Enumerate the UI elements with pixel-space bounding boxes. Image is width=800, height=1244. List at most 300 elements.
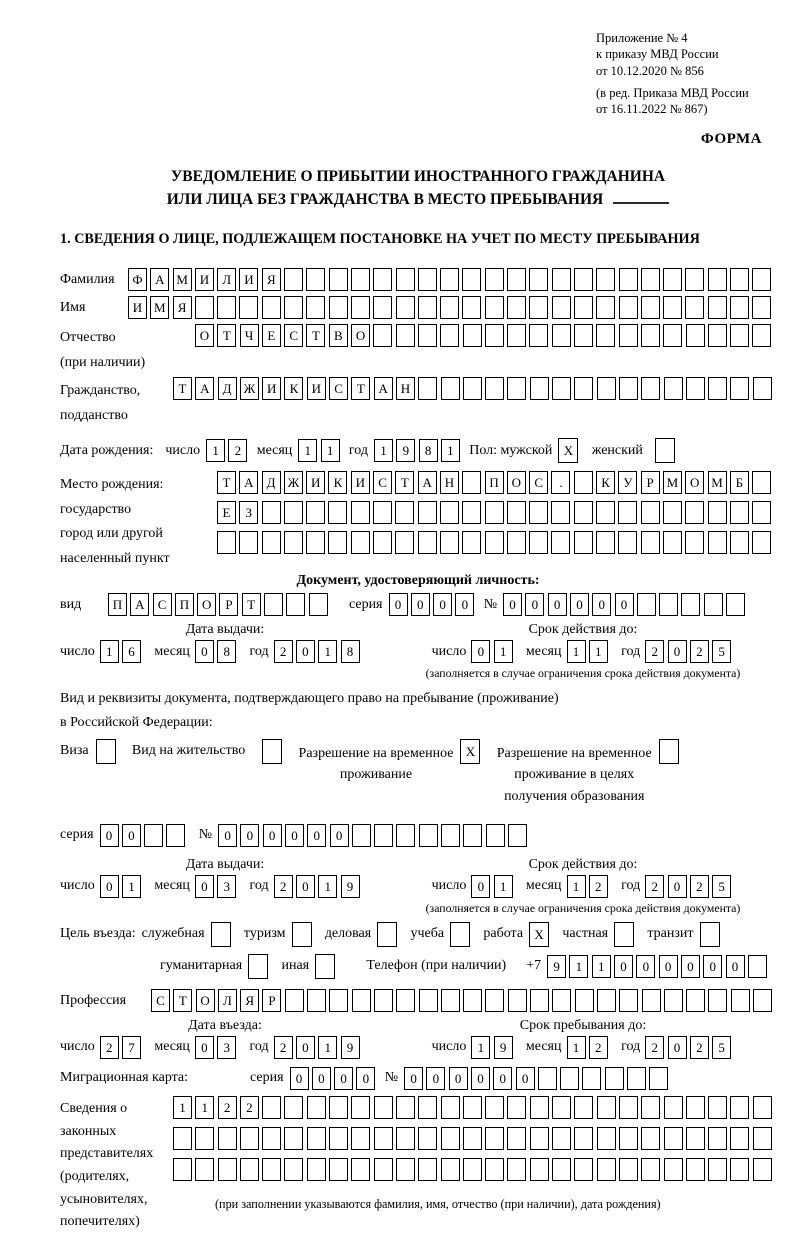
char-box: А: [195, 377, 214, 400]
char-box: Ф: [128, 268, 147, 291]
char-box: [530, 1158, 549, 1181]
char-box: [619, 989, 638, 1012]
char-box: [307, 1127, 326, 1150]
permit-issue-date: [60, 875, 390, 898]
char-box: 0: [290, 1067, 309, 1090]
char-box: [173, 1127, 192, 1150]
char-box: 0: [195, 1036, 214, 1059]
char-box: [574, 1127, 593, 1150]
char-box: [440, 296, 459, 319]
char-box: X: [460, 739, 480, 764]
char-box: Т: [173, 377, 192, 400]
char-box: К: [596, 471, 615, 494]
char-box: 1: [318, 875, 337, 898]
char-box: [708, 324, 727, 347]
char-box: Т: [306, 324, 325, 347]
purpose-tourism-checkbox: [292, 922, 315, 947]
permit-valid-head: Срок действия до:: [528, 856, 638, 872]
stay-year-cells: [645, 1036, 734, 1059]
char-box: 0: [615, 593, 634, 616]
char-box: 1: [589, 640, 608, 663]
permit-valid-note: (заполняется в случае ограничения срока действия документа): [425, 900, 741, 915]
char-box: 0: [659, 955, 678, 978]
representatives-row3-cells: [173, 1158, 776, 1181]
char-box: [685, 531, 704, 554]
char-box: [641, 377, 660, 400]
char-box: 0: [426, 1067, 445, 1090]
purpose-business-checkbox: [377, 922, 400, 947]
char-box: [485, 324, 504, 347]
char-box: [552, 296, 571, 319]
char-box: 0: [296, 1036, 315, 1059]
char-box: [396, 1127, 415, 1150]
char-box: П: [108, 593, 127, 616]
char-box: П: [485, 471, 504, 494]
num-label: №: [384, 1070, 399, 1086]
char-box: [731, 989, 750, 1012]
char-box: 2: [690, 1036, 709, 1059]
char-box: [441, 824, 460, 847]
entry-head: Дата въезда:: [188, 1017, 262, 1033]
char-box: [552, 1158, 571, 1181]
residence-label: Вид на жительство: [131, 742, 246, 758]
iddoc-issue-month-cells: [195, 640, 240, 663]
birthplace-row2-cells: [217, 501, 774, 524]
profession-row: [60, 989, 776, 1012]
iddoc-seriya-cells: [389, 593, 478, 616]
char-box: [708, 1127, 727, 1150]
char-box: [507, 324, 526, 347]
char-box: [552, 989, 571, 1012]
birthplace-label-line: Место рождения:: [60, 477, 164, 493]
citizenship-row: [60, 377, 776, 428]
year-label: год: [348, 442, 369, 458]
forma-label: ФОРМА: [700, 131, 762, 148]
char-box: [686, 1158, 705, 1181]
char-box: [166, 824, 185, 847]
stay-head: Срок пребывания до:: [519, 1017, 647, 1033]
char-box: [560, 1067, 579, 1090]
char-box: 2: [100, 1036, 119, 1059]
char-box: [753, 1158, 772, 1181]
char-box: [730, 501, 749, 524]
char-box: [96, 739, 116, 764]
char-box: [396, 824, 415, 847]
char-box: [395, 531, 414, 554]
char-box: [374, 1096, 393, 1119]
char-box: [753, 377, 772, 400]
char-box: Я: [262, 268, 281, 291]
representatives-label-line: попечителях): [60, 1214, 140, 1230]
char-box: Т: [217, 324, 236, 347]
char-box: [642, 989, 661, 1012]
char-box: [507, 296, 526, 319]
char-box: 0: [726, 955, 745, 978]
char-box: [351, 501, 370, 524]
char-box: [686, 1127, 705, 1150]
char-box: [708, 296, 727, 319]
char-box: [708, 1096, 727, 1119]
char-box: [663, 324, 682, 347]
char-box: [463, 824, 482, 847]
char-box: [396, 989, 415, 1012]
char-box: 0: [668, 875, 687, 898]
char-box: [619, 377, 638, 400]
representatives-rows: [173, 1096, 776, 1212]
char-box: 3: [217, 875, 236, 898]
char-box: 0: [218, 824, 237, 847]
rvp-edu-label-line3: получения образования: [504, 789, 645, 805]
char-box: [284, 501, 303, 524]
char-box: [700, 922, 720, 947]
char-box: [752, 268, 771, 291]
char-box: [329, 989, 348, 1012]
char-box: [262, 531, 281, 554]
char-box: [351, 1127, 370, 1150]
year-label: год: [621, 643, 641, 659]
char-box: О: [195, 324, 214, 347]
char-box: [418, 531, 437, 554]
char-box: 0: [285, 824, 304, 847]
char-box: 2: [274, 875, 293, 898]
char-box: [441, 1127, 460, 1150]
iddoc-valid-month-cells: [567, 640, 612, 663]
char-box: [441, 377, 460, 400]
char-box: [262, 501, 281, 524]
char-box: [352, 824, 371, 847]
char-box: 0: [404, 1067, 423, 1090]
char-box: [552, 1127, 571, 1150]
char-box: [329, 268, 348, 291]
char-box: [284, 1096, 303, 1119]
migration-card-label: Миграционная карта:: [60, 1070, 189, 1086]
representatives-label-line: (родителях,: [60, 1168, 130, 1184]
char-box: .: [551, 471, 570, 494]
char-box: 0: [100, 875, 119, 898]
iddoc-valid-day-cells: [471, 640, 516, 663]
char-box: М: [150, 296, 169, 319]
char-box: Л: [217, 268, 236, 291]
char-box: [329, 1127, 348, 1150]
birthplace-label: [60, 471, 217, 571]
char-box: Е: [217, 501, 236, 524]
char-box: [217, 296, 236, 319]
char-box: [552, 324, 571, 347]
char-box: [173, 1158, 192, 1181]
char-box: [685, 268, 704, 291]
char-box: [284, 1158, 303, 1181]
char-box: [641, 324, 660, 347]
char-box: Ж: [284, 471, 303, 494]
char-box: [441, 1096, 460, 1119]
char-box: [306, 501, 325, 524]
char-box: 0: [503, 593, 522, 616]
iddoc-issue-day-cells: [100, 640, 145, 663]
char-box: [306, 296, 325, 319]
char-box: [655, 438, 675, 463]
char-box: 0: [296, 875, 315, 898]
permit-series-row: [60, 824, 776, 847]
rvp-checkbox: [460, 739, 483, 764]
char-box: 1: [298, 439, 317, 462]
char-box: Н: [440, 471, 459, 494]
char-box: [396, 296, 415, 319]
char-box: [551, 531, 570, 554]
char-box: [396, 1158, 415, 1181]
char-box: [641, 1127, 660, 1150]
purpose-opt-label: транзит: [647, 926, 694, 942]
permit-options: [60, 739, 776, 808]
permit-issue-head: Дата выдачи:: [185, 856, 265, 872]
purpose-row1: [60, 922, 776, 947]
birthplace-row3-cells: [217, 531, 774, 554]
legal-reference: [596, 30, 776, 117]
permit-num-cells: [218, 824, 530, 847]
purpose-row2: [160, 954, 776, 979]
char-box: [307, 1158, 326, 1181]
char-box: [574, 324, 593, 347]
char-box: [507, 501, 526, 524]
permit-valid-day-cells: [471, 875, 516, 898]
permit-intro: [60, 687, 776, 735]
char-box: [485, 377, 504, 400]
char-box: [730, 268, 749, 291]
month-label: месяц: [256, 442, 293, 458]
char-box: [596, 324, 615, 347]
sex-male-checkbox: [558, 438, 581, 463]
migration-num-cells: [404, 1067, 672, 1090]
char-box: И: [351, 471, 370, 494]
char-box: 0: [493, 1067, 512, 1090]
purpose-opt-label: служебная: [141, 926, 205, 942]
char-box: [418, 501, 437, 524]
char-box: [596, 531, 615, 554]
char-box: 1: [318, 1036, 337, 1059]
char-box: 0: [471, 640, 490, 663]
char-box: [574, 471, 593, 494]
char-box: [418, 1096, 437, 1119]
form-title: [60, 166, 776, 211]
char-box: [708, 377, 727, 400]
char-box: [597, 989, 616, 1012]
char-box: [730, 1158, 749, 1181]
char-box: [574, 531, 593, 554]
permit-valid-month-cells: [567, 875, 612, 898]
char-box: [552, 377, 571, 400]
stay-day-cells: [471, 1036, 516, 1059]
char-box: [418, 296, 437, 319]
visa-label: Виза: [60, 742, 89, 758]
char-box: 2: [274, 1036, 293, 1059]
char-box: [753, 1096, 772, 1119]
char-box: С: [153, 593, 172, 616]
char-box: 0: [122, 824, 141, 847]
char-box: [373, 296, 392, 319]
char-box: [552, 268, 571, 291]
purpose-official-checkbox: [211, 922, 234, 947]
phone-prefix: +7: [526, 958, 542, 974]
char-box: 8: [217, 640, 236, 663]
char-box: [195, 296, 214, 319]
rvp-edu-label: [497, 739, 652, 808]
char-box: [730, 1096, 749, 1119]
profession-cells: [151, 989, 775, 1012]
char-box: [529, 324, 548, 347]
char-box: [618, 501, 637, 524]
purpose-opt-label: частная: [562, 926, 609, 942]
char-box: 0: [307, 824, 326, 847]
char-box: X: [529, 922, 549, 947]
char-box: К: [328, 471, 347, 494]
char-box: [329, 1158, 348, 1181]
char-box: [619, 324, 638, 347]
char-box: [485, 1096, 504, 1119]
char-box: [262, 1158, 281, 1181]
char-box: Б: [730, 471, 749, 494]
char-box: 0: [592, 593, 611, 616]
char-box: 9: [396, 439, 415, 462]
char-box: 1: [567, 875, 586, 898]
char-box: Ж: [240, 377, 259, 400]
char-box: [708, 501, 727, 524]
representatives-label-line: представителях: [60, 1146, 154, 1162]
char-box: [396, 324, 415, 347]
day-label: число: [431, 878, 467, 894]
char-box: Т: [351, 377, 370, 400]
char-box: Д: [218, 377, 237, 400]
char-box: 0: [449, 1067, 468, 1090]
char-box: [627, 1067, 646, 1090]
char-box: [753, 1127, 772, 1150]
char-box: [730, 531, 749, 554]
char-box: М: [708, 471, 727, 494]
representatives-note: (при заполнении указываются фамилия, имя, отчество (при наличии), дата рождения): [215, 1196, 661, 1211]
char-box: [374, 1127, 393, 1150]
permit-option-rvp-edu: [497, 739, 682, 808]
char-box: [195, 1127, 214, 1150]
representatives-label-line: усыновителях,: [60, 1191, 148, 1207]
iddoc-valid-year-cells: [645, 640, 734, 663]
char-box: 0: [681, 955, 700, 978]
day-label: число: [60, 878, 95, 894]
char-box: В: [329, 324, 348, 347]
migration-seriya-cells: [290, 1067, 379, 1090]
profession-label: Профессия: [60, 992, 127, 1008]
purpose-label: Цель въезда:: [60, 926, 136, 942]
iddoc-heading: Документ, удостоверяющий личность:: [296, 573, 540, 589]
form-title-line2-wrap: [60, 189, 776, 211]
char-box: [374, 824, 393, 847]
char-box: [641, 1158, 660, 1181]
char-box: 5: [712, 640, 731, 663]
permit-option-rvp: [299, 739, 484, 786]
char-box: [418, 377, 437, 400]
char-box: 7: [122, 1036, 141, 1059]
year-label: год: [249, 1039, 269, 1055]
char-box: [395, 501, 414, 524]
char-box: [507, 531, 526, 554]
char-box: 0: [330, 824, 349, 847]
representatives-row1-cells: [173, 1096, 776, 1119]
char-box: [463, 1158, 482, 1181]
char-box: [218, 1158, 237, 1181]
char-box: С: [284, 324, 303, 347]
num-label: №: [483, 596, 498, 612]
phone-label: Телефон (при наличии): [366, 958, 507, 974]
char-box: [485, 1158, 504, 1181]
char-box: [664, 1127, 683, 1150]
char-box: [574, 377, 593, 400]
char-box: [551, 501, 570, 524]
char-box: [315, 954, 335, 979]
char-box: 0: [100, 824, 119, 847]
char-box: А: [374, 377, 393, 400]
char-box: [306, 268, 325, 291]
permit-intro-line2: в Российской Федерации:: [60, 714, 213, 730]
birthplace-label-line: населенный пункт: [60, 550, 170, 566]
citizenship-label-line2: подданство: [60, 407, 128, 423]
char-box: [373, 268, 392, 291]
char-box: О: [507, 471, 526, 494]
char-box: 5: [712, 1036, 731, 1059]
day-label: число: [431, 643, 467, 659]
char-box: [329, 1096, 348, 1119]
char-box: Т: [242, 593, 261, 616]
birthdate-row: [60, 438, 776, 463]
char-box: [659, 593, 678, 616]
char-box: С: [329, 377, 348, 400]
month-label: месяц: [525, 878, 562, 894]
citizenship-cells: [173, 377, 775, 400]
permit-issue-year-cells: [274, 875, 363, 898]
char-box: [663, 268, 682, 291]
char-box: [507, 377, 526, 400]
citizenship-label: [60, 377, 173, 428]
char-box: [462, 471, 481, 494]
name-row: [60, 296, 776, 319]
char-box: [463, 1096, 482, 1119]
day-label: число: [60, 643, 95, 659]
char-box: [462, 268, 481, 291]
char-box: [552, 1096, 571, 1119]
char-box: [462, 531, 481, 554]
rvp-edu-label-line2: проживание в целях: [514, 767, 635, 783]
sex-female-label: женский: [591, 442, 643, 458]
char-box: 8: [419, 439, 438, 462]
iddoc-issue-col: [60, 622, 390, 681]
stay-date: [390, 1036, 776, 1059]
char-box: [486, 824, 505, 847]
permit-seriya-cells: [100, 824, 189, 847]
iddoc-num-cells: [503, 593, 748, 616]
char-box: [574, 268, 593, 291]
surname-cells: [128, 268, 775, 291]
char-box: [641, 531, 660, 554]
seriya-label: серия: [250, 1070, 284, 1086]
purpose-opt-label: туризм: [243, 926, 286, 942]
char-box: 1: [321, 439, 340, 462]
char-box: [307, 989, 326, 1012]
day-label: число: [165, 442, 201, 458]
representatives-label: [60, 1096, 173, 1234]
char-box: О: [685, 471, 704, 494]
purpose-humanitarian-checkbox: [248, 954, 271, 979]
birthdate-label: Дата рождения:: [60, 442, 154, 458]
char-box: 0: [516, 1067, 535, 1090]
char-box: Е: [262, 324, 281, 347]
char-box: [485, 989, 504, 1012]
char-box: [285, 989, 304, 1012]
